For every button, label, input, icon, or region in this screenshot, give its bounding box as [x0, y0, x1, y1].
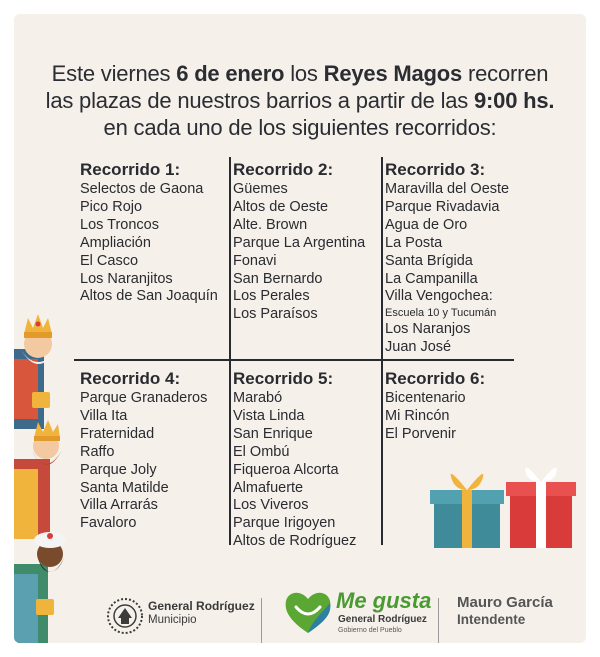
- heart-logo-icon: [282, 587, 334, 637]
- route-stop: Mi Rincón: [385, 407, 450, 424]
- route-stop-note: Escuela 10 y Tucumán: [385, 307, 497, 320]
- grid-divider-vertical-2: [381, 157, 383, 545]
- mayor-role: Intendente: [457, 612, 526, 627]
- mayor-name: Mauro García: [457, 594, 553, 611]
- route-stop: Raffo: [80, 443, 115, 460]
- route-stop: Santa Matilde: [80, 479, 169, 496]
- route-stop: Altos de Oeste: [233, 198, 329, 215]
- headline: [14, 60, 586, 141]
- route-title: Recorrido 1:: [80, 160, 181, 179]
- route-stop: Alte. Brown: [233, 216, 308, 233]
- brand-tagline: Gobierno del Pueblo: [338, 627, 402, 634]
- route-stop: Parque La Argentina: [233, 234, 366, 251]
- route-stop: Los Paraísos: [233, 306, 318, 323]
- route-stop: Los Troncos: [80, 216, 159, 233]
- route-title: Recorrido 3:: [385, 160, 486, 179]
- route-stop: Santa Brígida: [385, 252, 473, 269]
- municipio-subtitle: Municipio: [148, 614, 197, 626]
- route-stop: Villa Arrarás: [80, 497, 158, 514]
- route-stop: Vista Linda: [233, 407, 305, 424]
- route-stop: Ampliación: [80, 234, 151, 251]
- route-title: Recorrido 5:: [233, 369, 334, 388]
- route-stop: Juan José: [385, 339, 452, 356]
- route-stop: Parque Granaderos: [80, 390, 208, 406]
- route-2: [233, 160, 365, 324]
- route-stop: Fraternidad: [80, 425, 155, 442]
- route-stop: Favaloro: [80, 515, 137, 532]
- route-stop: Güemes: [233, 181, 288, 197]
- route-stop: Villa Ita: [80, 407, 128, 424]
- brand-title: Me gusta: [336, 588, 432, 613]
- route-stop: Los Naranjos: [385, 321, 471, 338]
- route-stop: Almafuerte: [233, 479, 304, 496]
- route-stop: Maravilla del Oeste: [385, 181, 510, 197]
- gift-boxes-illustration: [426, 450, 576, 550]
- route-6: [385, 369, 485, 444]
- route-stop: Parque Irigoyen: [233, 515, 336, 532]
- headline-line-3: en cada uno de los siguientes recorridos:: [103, 115, 497, 140]
- route-stop: San Bernardo: [233, 270, 323, 287]
- route-stop: El Porvenir: [385, 425, 456, 442]
- event-date: 6 de enero: [176, 61, 285, 86]
- route-4: [80, 369, 207, 533]
- route-stop: Fiqueroa Alcorta: [233, 461, 339, 478]
- route-stop: Altos de Rodríguez: [233, 533, 357, 550]
- route-title: Recorrido 2:: [233, 160, 334, 179]
- route-stop: Villa Vengochea:: [385, 288, 493, 305]
- route-stop: Pico Rojo: [80, 198, 143, 215]
- route-stop: San Enrique: [233, 425, 313, 442]
- footer-divider: [438, 598, 439, 643]
- route-stop: Altos de San Joaquín: [80, 288, 218, 305]
- footer-divider: [261, 598, 262, 643]
- route-stop: El Ombú: [233, 443, 290, 460]
- flyer-card: [14, 14, 586, 643]
- route-title: Recorrido 6:: [385, 369, 486, 388]
- route-stop: Selectos de Gaona: [80, 181, 204, 197]
- headline-line-1: Este viernes 6 de enero los Reyes Magos recorren: [51, 61, 549, 86]
- route-5: [233, 369, 356, 551]
- event-name: Reyes Magos: [323, 61, 463, 86]
- three-kings-illustration: [14, 304, 80, 643]
- route-stop: La Campanilla: [385, 270, 478, 287]
- route-3: [385, 160, 509, 357]
- headline-line-2: las plazas de nuestros barrios a partir de las 9:00 hs.: [45, 88, 555, 113]
- grid-divider-vertical-1: [229, 157, 231, 545]
- route-stop: Agua de Oro: [385, 216, 468, 233]
- route-stop: La Posta: [385, 234, 443, 251]
- route-1: [80, 160, 218, 306]
- route-stop: Los Viveros: [233, 497, 309, 514]
- route-stop: Los Naranjitos: [80, 270, 173, 287]
- grid-divider-horizontal: [74, 359, 514, 361]
- route-title: Recorrido 4:: [80, 369, 181, 388]
- route-stop: Los Perales: [233, 288, 310, 305]
- municipio-logo: [106, 596, 144, 636]
- route-stop: El Casco: [80, 252, 139, 269]
- brand-subtitle: General Rodríguez: [338, 614, 427, 625]
- event-time: 9:00 hs.: [474, 88, 555, 113]
- coat-of-arms-icon: [106, 596, 144, 636]
- route-stop: Parque Joly: [80, 461, 157, 478]
- municipio-name: General Rodríguez: [148, 599, 255, 613]
- route-stop: Parque Rivadavia: [385, 198, 500, 215]
- route-stop: Marabó: [233, 390, 283, 406]
- route-stop: Fonavi: [233, 252, 277, 269]
- route-stop: Bicentenario: [385, 390, 466, 406]
